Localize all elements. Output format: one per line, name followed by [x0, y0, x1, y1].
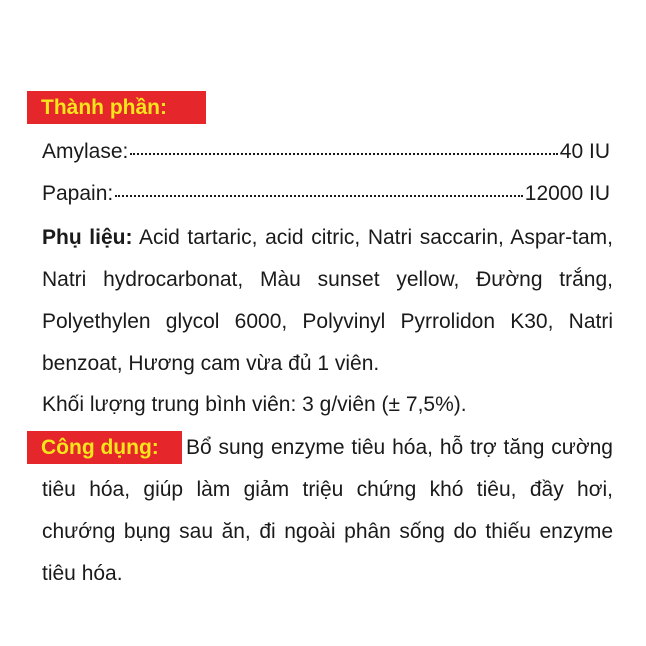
ingredients-heading: Thành phần: — [27, 91, 206, 124]
amylase-name: Amylase: — [42, 140, 129, 163]
excipients-text: Acid tartaric, acid citric, Natri saccarin, Aspar-tam, Natri hydrocarbonat, Màu sunset yellow, Đường trắng, Polyethylen glycol 6000, Polyvinyl Pyrrolidon K30, Natri benzoat, Hương cam vừa đủ 1 viên. — [42, 226, 614, 375]
amylase-amount: 40 IU — [559, 140, 610, 163]
dot-leader — [115, 195, 523, 197]
average-weight-text: Khối lượng trung bình viên: 3 g/viên (± 7,5%). — [42, 393, 467, 416]
excipients-paragraph — [42, 217, 613, 385]
papain-amount: 12000 IU — [524, 182, 610, 205]
uses-paragraph: Bổ sung enzyme tiêu hóa, hỗ trợ tăng cường tiêu hóa, giúp làm giảm triệu chứng khó tiêu, đầy hơi, chướng bụng sau ăn, đi ngoài phân sống do thiếu enzyme tiêu hóa. — [42, 436, 613, 585]
papain-row — [42, 180, 610, 208]
uses-heading: Công dụng: — [27, 431, 182, 464]
excipients-label: Phụ liệu: — [42, 226, 133, 249]
amylase-row — [42, 138, 610, 166]
papain-name: Papain: — [42, 182, 114, 205]
dot-leader — [130, 153, 557, 155]
